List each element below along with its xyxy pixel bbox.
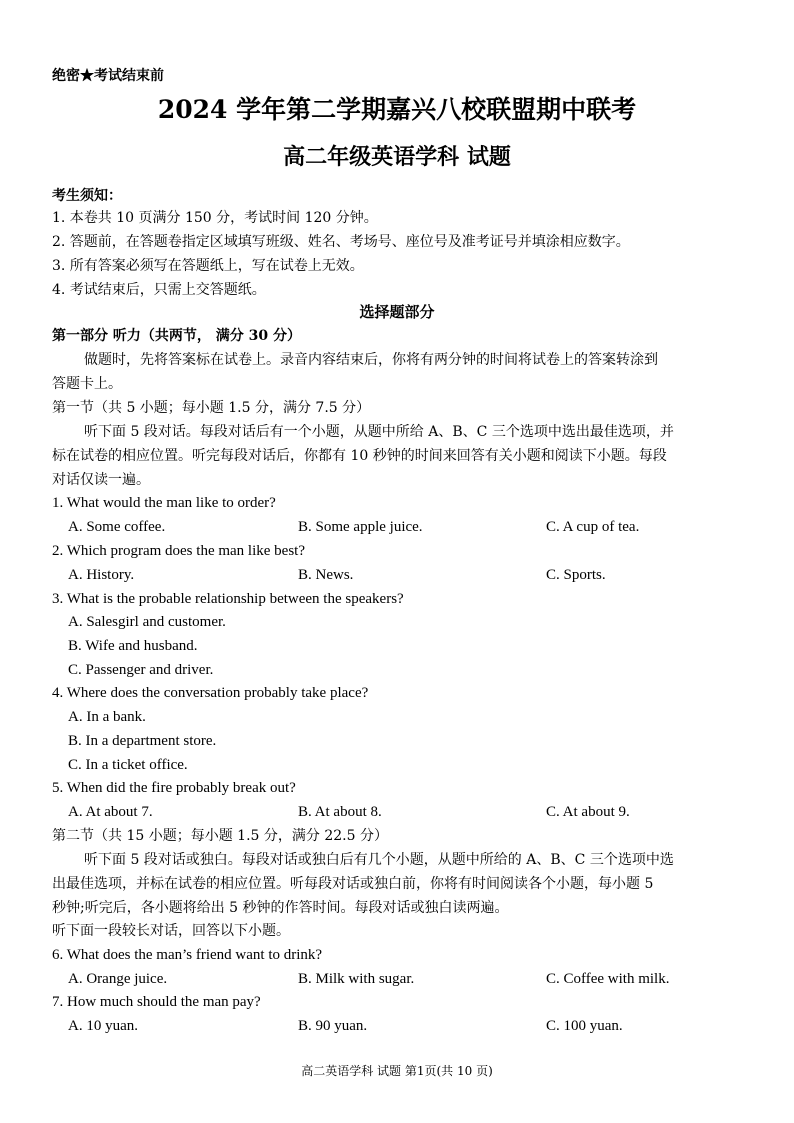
section-title: 选择题部分 — [359, 303, 435, 321]
page-footer: 高二英语学科 试题 第1页(共 10 页) — [301, 1064, 493, 1078]
listen-instruction: 听下面一段较长对话，回答以下小题。 — [52, 923, 290, 939]
section1-heading: 第一节（共 5 小题；每小题 1.5 分，满分 7.5 分） — [52, 400, 371, 416]
notice-item: 1. 本卷共 10 页满分 150 分，考试时间 120 分钟。 — [52, 210, 378, 226]
secret-label: 绝密★考试结束前 — [52, 68, 164, 84]
option-c: C. Passenger and driver. — [68, 662, 214, 678]
question-6: 6. What does the man’s friend want to drink? — [52, 947, 323, 963]
question-5: 5. When did the fire probably break out? — [52, 780, 296, 796]
option-c: C. A cup of tea. — [546, 519, 640, 535]
exam-title: 2024 学年第二学期嘉兴八校联盟期中联考 — [157, 95, 637, 124]
option-b: B. News. — [298, 567, 354, 583]
option-b: B. 90 yuan. — [298, 1018, 368, 1034]
notice-item: 4. 考试结束后，只需上交答题纸。 — [52, 282, 266, 298]
section1-instruction: 听下面 5 段对话。每段对话后有一个小题，从题中所给 A、B、C 三个选项中选出最佳选项，并 — [84, 424, 674, 440]
question-4: 4. Where does the conversation probably take place? — [52, 685, 369, 701]
option-a: A. 10 yuan. — [68, 1018, 138, 1034]
section2-instruction: 听下面 5 段对话或独白。每段对话或独白后有几个小题，从题中所给的 A、B、C 三个选项中选 — [84, 852, 674, 868]
section2-instruction: 出最佳选项，并标在试卷的相应位置。听每段对话或独白前，你将有时间阅读各个小题，每小题 5 — [52, 876, 654, 892]
part1-instruction: 答题卡上。 — [52, 376, 122, 392]
question-1: 1. What would the man like to order? — [52, 495, 276, 511]
part1-heading: 第一部分 听力（共两节， 满分 30 分） — [52, 328, 301, 344]
notice-item: 3. 所有答案必须写在答题纸上，写在试卷上无效。 — [52, 258, 364, 274]
option-b: B. In a department store. — [68, 733, 217, 749]
option-c: C. In a ticket office. — [68, 757, 188, 773]
question-3: 3. What is the probable relationship between the speakers? — [52, 591, 404, 607]
option-c: C. Coffee with milk. — [546, 971, 670, 987]
question-2: 2. Which program does the man like best? — [52, 543, 305, 559]
option-b: B. Milk with sugar. — [298, 971, 415, 987]
section1-instruction: 对话仅读一遍。 — [52, 472, 150, 488]
exam-subtitle: 高二年级英语学科 试题 — [283, 144, 511, 170]
section2-heading: 第二节（共 15 小题；每小题 1.5 分，满分 22.5 分） — [52, 828, 388, 844]
option-a: A. At about 7. — [68, 804, 153, 820]
option-c: C. Sports. — [546, 567, 606, 583]
notice-item: 2. 答题前，在答题卷指定区域填写班级、姓名、考场号、座位号及准考证号并填涂相应数字。 — [52, 234, 630, 250]
option-c: C. At about 9. — [546, 804, 630, 820]
option-a: A. Some coffee. — [68, 519, 166, 535]
notice-heading: 考生须知： — [52, 188, 122, 204]
option-b: B. Some apple juice. — [298, 519, 423, 535]
option-a: A. Orange juice. — [68, 971, 168, 987]
option-a: A. History. — [68, 567, 135, 583]
option-c: C. 100 yuan. — [546, 1018, 623, 1034]
part1-instruction: 做题时，先将答案标在试卷上。录音内容结束后，你将有两分钟的时间将试卷上的答案转涂到 — [84, 352, 658, 368]
option-b: B. At about 8. — [298, 804, 382, 820]
option-a: A. In a bank. — [68, 709, 146, 725]
question-7: 7. How much should the man pay? — [52, 994, 261, 1010]
section1-instruction: 标在试卷的相应位置。听完每段对话后，你都有 10 秒钟的时间来回答有关小题和阅读下小题。每段 — [52, 448, 667, 464]
option-b: B. Wife and husband. — [68, 638, 198, 654]
option-a: A. Salesgirl and customer. — [68, 614, 226, 630]
section2-instruction: 秒钟;听完后，各小题将给出 5 秒钟的作答时间。每段对话或独白读两遍。 — [52, 900, 509, 916]
